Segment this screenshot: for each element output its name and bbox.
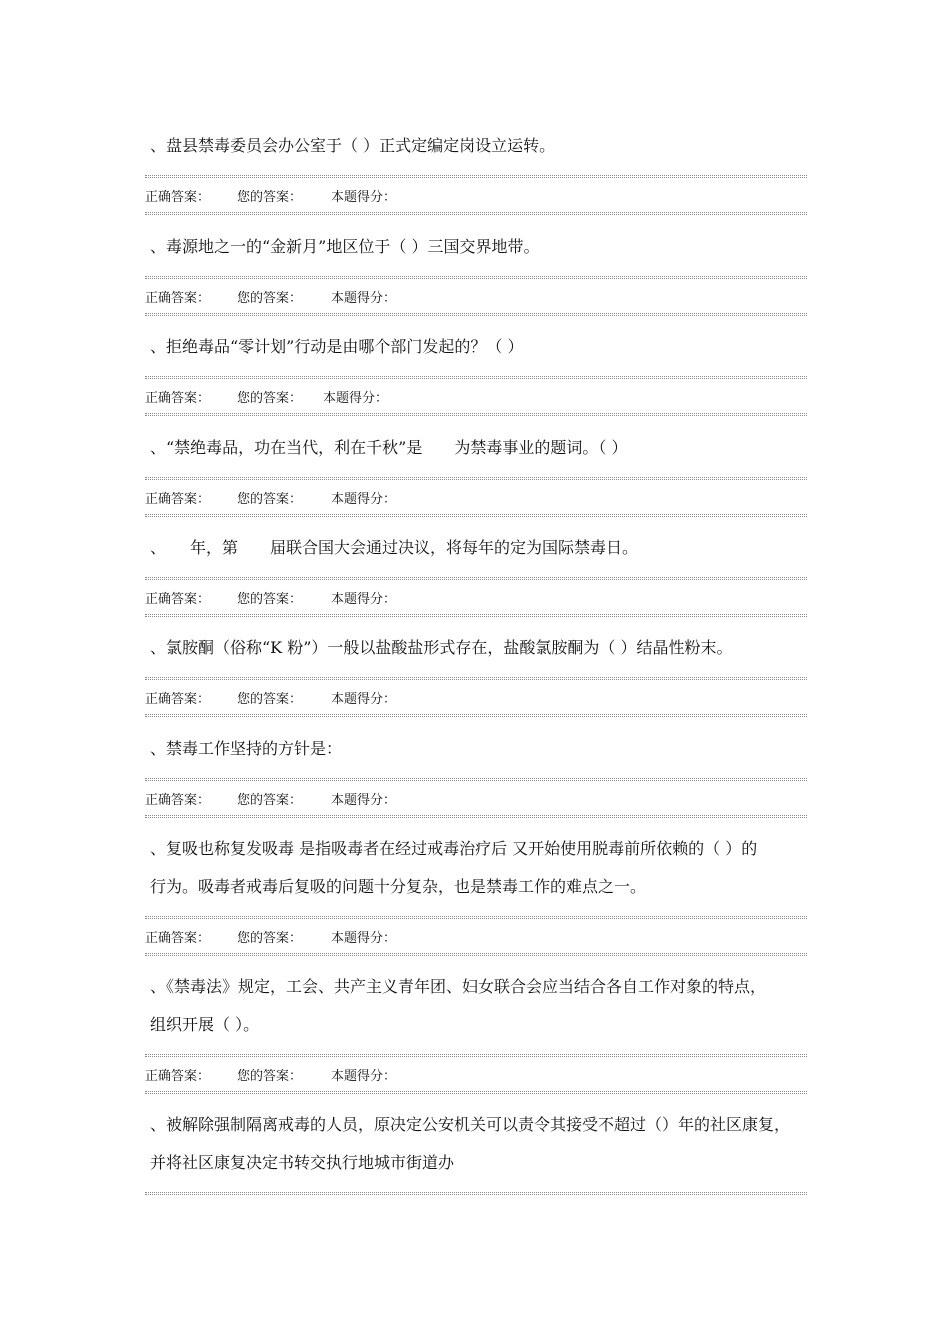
your-answer-label: 您的答案： [237, 931, 303, 946]
separator [145, 614, 807, 617]
separator [145, 376, 807, 379]
answer-row-8 [145, 931, 645, 947]
answer-row-3 [145, 391, 645, 407]
answer-row-9 [145, 1069, 645, 1085]
question-9-line-2: 组织开展（ ）。 [150, 1015, 260, 1034]
question-10-line-1: 、被解除强制隔离戒毒的人员，原决定公安机关可以责令其接受不超过（）年的社区康复， [150, 1115, 791, 1134]
correct-answer-label: 正确答案： [145, 391, 211, 406]
separator [145, 916, 807, 919]
correct-answer-label: 正确答案： [145, 291, 211, 306]
answer-row-2 [145, 291, 645, 307]
separator [145, 413, 807, 416]
separator [145, 313, 807, 316]
separator [145, 276, 807, 279]
score-label: 本题得分： [331, 291, 397, 306]
score-label: 本题得分： [331, 492, 397, 507]
your-answer-label: 您的答案： [237, 692, 303, 707]
correct-answer-label: 正确答案： [145, 592, 211, 607]
correct-answer-label: 正确答案： [145, 492, 211, 507]
separator [145, 677, 807, 680]
your-answer-label: 您的答案： [237, 492, 303, 507]
question-3: 、拒绝毒品“零计划”行动是由哪个部门发起的？（ ） [150, 337, 524, 356]
your-answer-label: 您的答案： [237, 190, 303, 205]
your-answer-label: 您的答案： [237, 291, 303, 306]
question-6: 、氯胺酮（俗称“K 粉”）一般以盐酸盐形式存在，盐酸氯胺酮为（ ）结晶性粉末。 [150, 638, 733, 657]
score-label: 本题得分： [331, 592, 397, 607]
separator [145, 778, 807, 781]
answer-row-6 [145, 692, 645, 708]
separator [145, 953, 807, 956]
separator [145, 1054, 807, 1057]
question-2: 、毒源地之一的“金新月”地区位于（ ）三国交界地带。 [150, 237, 540, 256]
separator [145, 477, 807, 480]
question-5: 、 年，第 届联合国大会通过决议，将每年的定为国际禁毒日。 [150, 538, 639, 557]
correct-answer-label: 正确答案： [145, 793, 211, 808]
score-label: 本题得分： [331, 793, 397, 808]
score-label: 本题得分： [331, 931, 397, 946]
separator [145, 714, 807, 717]
your-answer-label: 您的答案： [237, 391, 303, 406]
correct-answer-label: 正确答案： [145, 1069, 211, 1084]
question-8-line-2: 行为。吸毒者戒毒后复吸的问题十分复杂，也是禁毒工作的难点之一。 [150, 877, 647, 896]
answer-row-7 [145, 793, 645, 809]
separator [145, 577, 807, 580]
your-answer-label: 您的答案： [237, 592, 303, 607]
question-10-line-2: 并将社区康复决定书转交执行地城市街道办 [150, 1153, 455, 1172]
score-label: 本题得分： [331, 692, 397, 707]
question-4: 、“禁绝毒品，功在当代，利在千秋”是 为禁毒事业的题词。（ ） [150, 438, 628, 457]
question-9-line-1: 、《禁毒法》规定，工会、共产主义青年团、妇女联合会应当结合各自工作对象的特点， [150, 977, 767, 996]
correct-answer-label: 正确答案： [145, 190, 211, 205]
separator [145, 212, 807, 215]
score-label: 本题得分： [323, 391, 389, 406]
correct-answer-label: 正确答案： [145, 931, 211, 946]
separator [145, 514, 807, 517]
answer-row-1 [145, 190, 645, 206]
your-answer-label: 您的答案： [237, 793, 303, 808]
score-label: 本题得分： [331, 1069, 397, 1084]
score-label: 本题得分： [331, 190, 397, 205]
separator [145, 1091, 807, 1094]
question-7: 、禁毒工作坚持的方针是： [150, 739, 343, 758]
separator [145, 1192, 807, 1195]
question-8-line-1: 、复吸也称复发吸毒 是指吸毒者在经过戒毒治疗后 又开始使用脱毒前所依赖的（ ）的 [150, 839, 758, 858]
correct-answer-label: 正确答案： [145, 692, 211, 707]
question-1: 、盘县禁毒委员会办公室于（ ）正式定编定岗设立运转。 [150, 136, 556, 155]
answer-row-4 [145, 492, 645, 508]
answer-row-5 [145, 592, 645, 608]
separator [145, 175, 807, 178]
separator [145, 815, 807, 818]
your-answer-label: 您的答案： [237, 1069, 303, 1084]
